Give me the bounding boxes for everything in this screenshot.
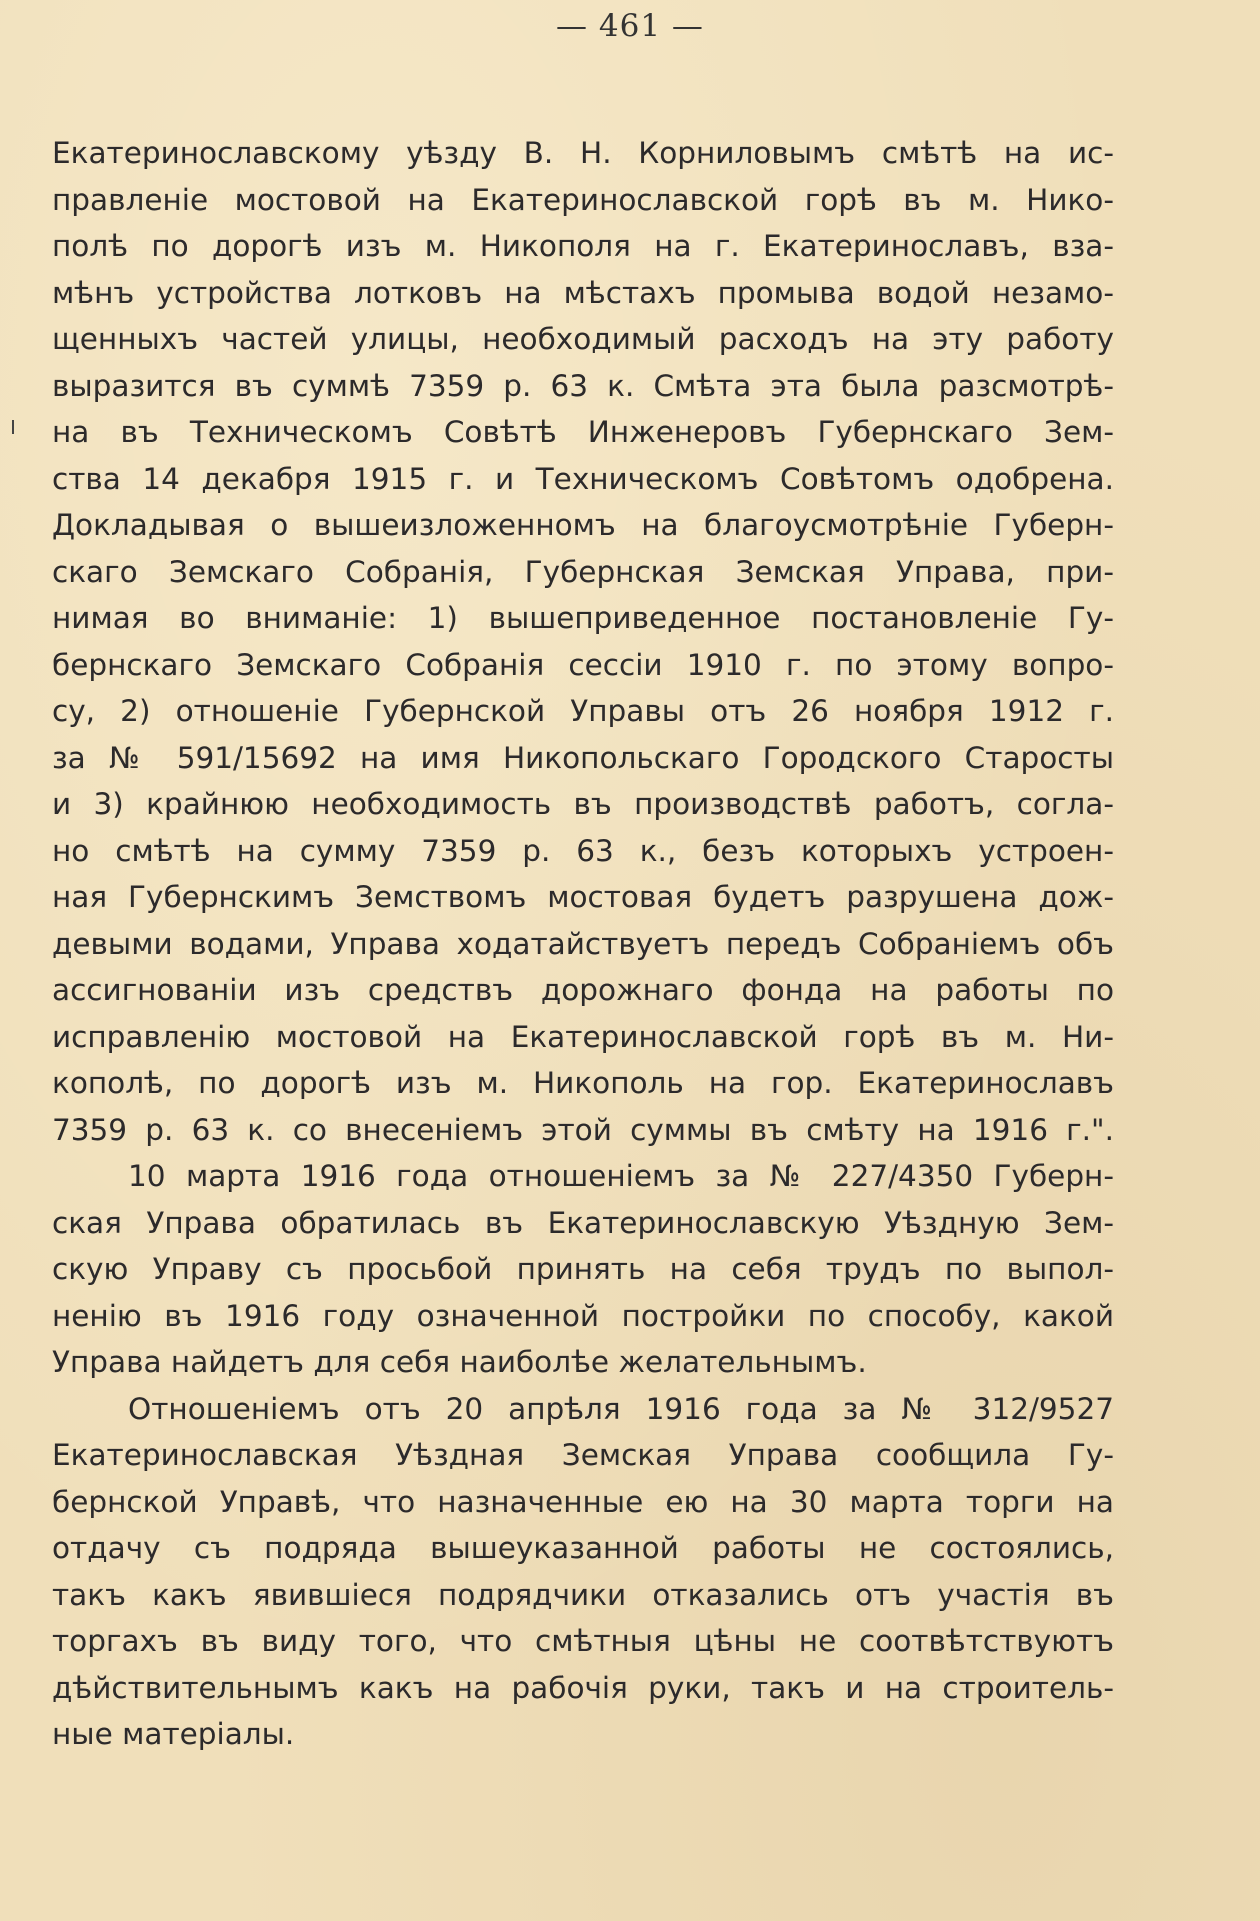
text-line: отдачу съ подряда вышеуказанной работы не состоялись, xyxy=(52,1531,1114,1565)
text-line: су, 2) отношеніе Губернской Управы отъ 26 ноября 1912 г. xyxy=(52,694,1114,728)
text-line: выразится въ суммѣ 7359 р. 63 к. Смѣта эта была разсмотрѣ- xyxy=(52,368,1114,403)
text-line: бернской Управѣ, что назначенные ею на 30 марта торги на xyxy=(52,1484,1114,1519)
text-line: ства 14 декабря 1915 г. и Техническомъ Совѣтомъ одобрена. xyxy=(52,461,1114,496)
text-line: девыми водами, Управа ходатайствуетъ передъ Собраніемъ объ xyxy=(52,926,1114,961)
text-line: скаго Земскаго Собранія, Губернская Земская Управа, при- xyxy=(52,554,1114,589)
text-line: и 3) крайнюю необходимость въ производствѣ работъ, согла- xyxy=(52,787,1114,821)
text-line: кополѣ, по дорогѣ изъ м. Никополь на гор. Екатеринославъ xyxy=(52,1066,1114,1100)
paragraph-2 xyxy=(52,1153,1114,1386)
text-line: щенныхъ частей улицы, необходимый расходъ на эту работу xyxy=(52,322,1114,356)
text-line: Екатеринославскому уѣзду В. Н. Корниловымъ смѣтѣ на ис- xyxy=(52,136,1114,170)
page-number: — 461 — xyxy=(556,8,704,44)
text-line: скую Управу съ просьбой принять на себя трудъ по выпол- xyxy=(52,1252,1114,1286)
text-line: ская Управа обратилась въ Екатеринославскую Уѣздную Зем- xyxy=(52,1205,1114,1240)
text-line: 10 марта 1916 года отношеніемъ за № 227/4350 Губерн- xyxy=(128,1159,1114,1193)
text-line: Управа найдетъ для себя наиболѣе желательнымъ. xyxy=(52,1345,867,1379)
text-line: нимая во вниманіе: 1) вышеприведенное постановленіе Гу- xyxy=(52,601,1114,635)
text-line: такъ какъ явившіеся подрядчики отказались отъ участія въ xyxy=(52,1577,1114,1612)
text-line: за № 591/15692 на имя Никопольскаго Городского Старосты xyxy=(52,740,1114,775)
text-line: ная Губернскимъ Земствомъ мостовая будетъ разрушена дож- xyxy=(52,880,1114,914)
margin-mark xyxy=(12,420,14,434)
text-line: но смѣтѣ на сумму 7359 р. 63 к., безъ которыхъ устроен- xyxy=(52,833,1114,868)
text-line: исправленію мостовой на Екатеринославской горѣ въ м. Ни- xyxy=(52,1019,1114,1054)
paragraph-1 xyxy=(52,130,1114,1153)
text-line: бернскаго Земскаго Собранія сессіи 1910 г. по этому вопро- xyxy=(52,647,1114,682)
text-line: мѣнъ устройства лотковъ на мѣстахъ промыва водой незамо- xyxy=(52,275,1114,310)
text-line: торгахъ въ виду того, что смѣтныя цѣны не соотвѣтствуютъ xyxy=(52,1624,1114,1658)
text-line: на въ Техническомъ Совѣтѣ Инженеровъ Губернскаго Зем- xyxy=(52,415,1114,449)
text-line: ненію въ 1916 году означенной постройки по способу, какой xyxy=(52,1298,1114,1333)
text-line: ассигнованіи изъ средствъ дорожнаго фонда на работы по xyxy=(52,973,1114,1007)
text-line: дѣйствительнымъ какъ на рабочія руки, такъ и на строитель- xyxy=(52,1670,1114,1705)
paragraph-3 xyxy=(52,1386,1114,1758)
text-line: Докладывая о вышеизложенномъ на благоусмотрѣніе Губерн- xyxy=(52,508,1114,542)
text-line: ные матеріалы. xyxy=(52,1717,295,1751)
text-line: Екатеринославская Уѣздная Земская Управа сообщила Гу- xyxy=(52,1438,1114,1472)
text-line: полѣ по дорогѣ изъ м. Никополя на г. Екатеринославъ, вза- xyxy=(52,229,1114,263)
body-text xyxy=(52,130,1114,1758)
text-line: 7359 р. 63 к. со внесеніемъ этой суммы въ смѣту на 1916 г.". xyxy=(52,1112,1114,1147)
text-line: Отношеніемъ отъ 20 апрѣля 1916 года за № 312/9527 xyxy=(128,1391,1114,1426)
text-line: правленіе мостовой на Екатеринославской горѣ въ м. Нико- xyxy=(52,182,1114,217)
